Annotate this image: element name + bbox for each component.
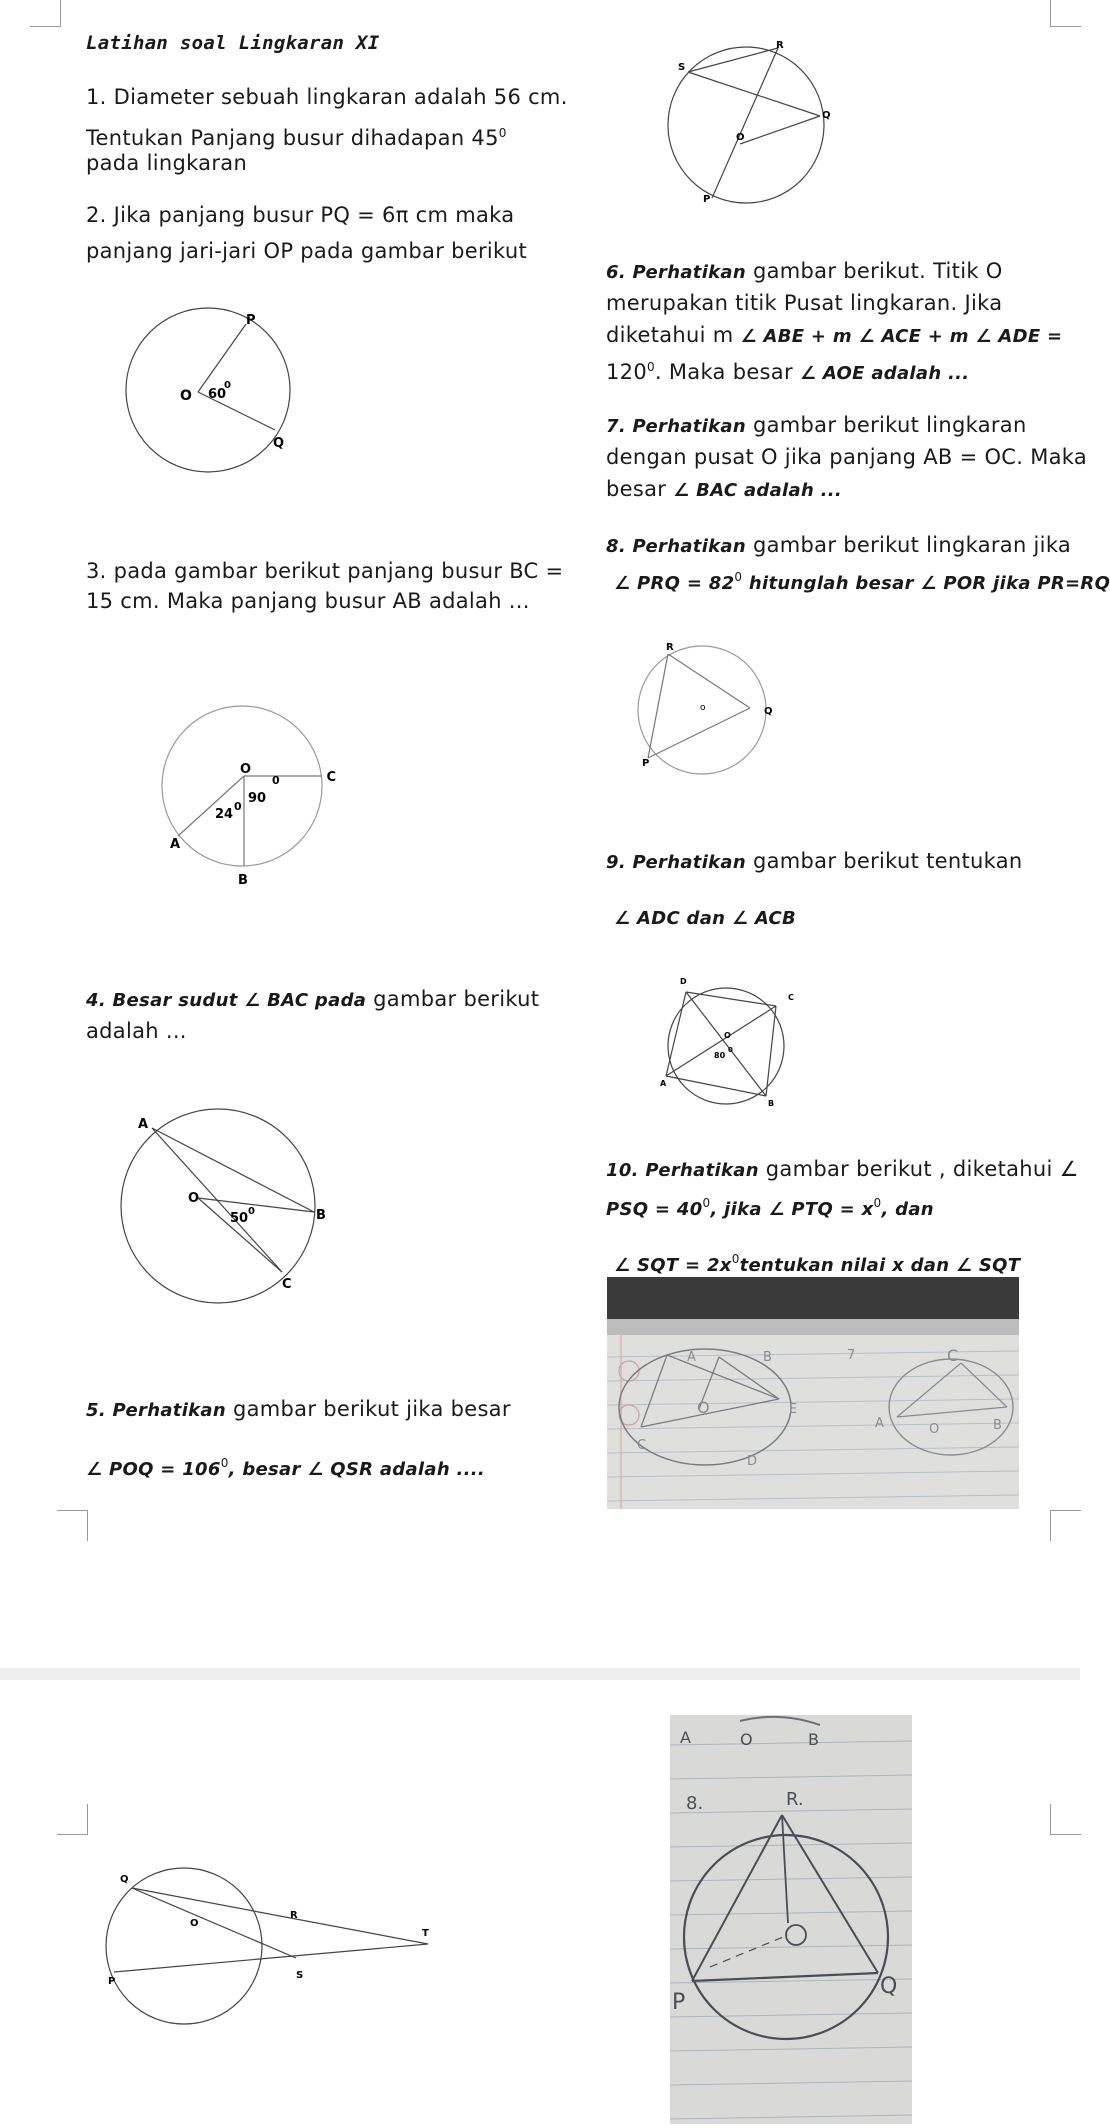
document-page-2 xyxy=(0,1680,1080,2124)
label-d: D xyxy=(680,977,687,986)
label-a: A xyxy=(660,1079,667,1088)
label-r: R xyxy=(666,642,674,653)
label-t: T xyxy=(422,1928,429,1939)
photo-2-drawing xyxy=(670,1715,912,2124)
q1-line1: 1. Diameter sebuah lingkaran adalah 56 cm. xyxy=(86,85,568,109)
handwritten-photo-2 xyxy=(670,1715,912,2124)
q5-circle-figure xyxy=(104,1856,444,2036)
label-a: A xyxy=(170,837,181,852)
label-p: P xyxy=(246,313,256,328)
photo-label: B xyxy=(993,1418,1002,1433)
label-p: P xyxy=(108,1976,116,1987)
photo-label: E xyxy=(789,1402,798,1417)
label-o: O xyxy=(190,1918,199,1929)
photo-label: C xyxy=(947,1346,959,1365)
q3-circle-figure xyxy=(160,698,340,888)
crop-mark xyxy=(57,1510,88,1541)
crop-mark xyxy=(1050,1804,1081,1835)
photo-label: A xyxy=(680,1728,691,1747)
q1-line2: Tentukan Panjang busur dihadapan $45^0$ xyxy=(86,126,507,150)
angle-24: 24 xyxy=(215,807,234,822)
label-s: S xyxy=(296,1970,304,1981)
label-s: S xyxy=(678,62,686,73)
q5-line2: ∠ POQ = $106^0$, besar ∠ QSR adalah .... xyxy=(86,1456,486,1480)
label-o: O xyxy=(180,388,192,404)
q10-line1: 10. Perhatikan gambar berikut , diketahui ∠ xyxy=(606,1157,1079,1181)
label-c: C xyxy=(788,993,794,1002)
degree-label: 0 xyxy=(272,774,280,787)
label-p: P xyxy=(642,758,650,769)
q2-line2: panjang jari-jari OP pada gambar berikut xyxy=(86,239,528,263)
label-c: C xyxy=(282,1277,292,1292)
photo-label: Q xyxy=(880,1974,898,1999)
photo-label: A xyxy=(687,1350,696,1365)
label-q: Q xyxy=(764,706,773,717)
photo-label: 7 xyxy=(847,1348,856,1363)
label-q: Q xyxy=(822,110,831,121)
label-o: O xyxy=(188,1191,200,1206)
q4-circle-figure xyxy=(118,1106,326,1306)
angle-label: 60 xyxy=(208,387,227,402)
label-q: Q xyxy=(273,436,285,451)
q8-circle-figure xyxy=(636,642,786,778)
q4-line1: 4. Besar sudut ∠ BAC pada gambar berikut xyxy=(86,987,540,1011)
photo-label: C xyxy=(637,1438,647,1453)
angle-label: 80 xyxy=(714,1051,726,1060)
q8-line2: ∠ PRQ = $82^0$ hitunglah besar ∠ POR jika PR=RQ xyxy=(614,570,1110,594)
document-title: Latihan soal Lingkaran XI xyxy=(86,32,380,54)
q10-line3: ∠ SQT = $2x^0tentukan$ nilai x dan ∠ SQT xyxy=(614,1252,1021,1276)
q7-line1: 7. Perhatikan gambar berikut lingkaran xyxy=(606,413,1027,437)
crop-mark xyxy=(30,0,61,27)
label-o: O xyxy=(724,1031,731,1040)
photo-label: 8. xyxy=(686,1793,704,1814)
photo-label: R. xyxy=(786,1789,804,1810)
q9-line1: 9. Perhatikan gambar berikut tentukan xyxy=(606,849,1023,873)
label-o: O xyxy=(736,132,745,143)
photo-label: P xyxy=(672,1990,686,2015)
q3-line2: 15 cm. Maka panjang busur AB adalah ... xyxy=(86,589,530,613)
q5-line1: 5. Perhatikan gambar berikut jika besar xyxy=(86,1397,511,1421)
degree-label: 0 xyxy=(248,1206,255,1217)
crop-mark xyxy=(57,1804,88,1835)
q2-circle-figure xyxy=(118,300,298,480)
photo-label: B xyxy=(808,1730,819,1749)
degree-label: 0 xyxy=(224,380,231,391)
q9-line2: ∠ ADC dan ∠ ACB xyxy=(614,908,797,929)
label-o: O xyxy=(240,762,252,777)
page-separator xyxy=(0,1668,1080,1680)
q6-line1: 6. Perhatikan gambar berikut. Titik O xyxy=(606,259,1003,283)
crop-mark xyxy=(1050,1510,1081,1541)
degree-label: 0 xyxy=(234,800,242,813)
photo-label: A xyxy=(875,1416,884,1431)
q3-line1: 3. pada gambar berikut panjang busur BC = xyxy=(86,559,564,583)
photo-label: O xyxy=(697,1398,710,1417)
label-q: Q xyxy=(120,1874,129,1885)
q6-line2: merupakan titik Pusat lingkaran. Jika xyxy=(606,291,1003,315)
angle-90: 90 xyxy=(248,791,267,806)
degree-label: 0 xyxy=(728,1046,733,1054)
q8-line1: 8. Perhatikan gambar berikut lingkaran jika xyxy=(606,533,1072,557)
q4-line2: adalah ... xyxy=(86,1019,187,1043)
label-r: R xyxy=(290,1910,298,1921)
label-p: P xyxy=(703,194,711,205)
label-c: C xyxy=(326,770,336,785)
q6-line3: diketahui m ∠ ABE + m ∠ ACE + m ∠ ADE = xyxy=(606,323,1063,347)
top-circle-figure xyxy=(668,38,831,210)
crop-mark xyxy=(1050,0,1081,27)
q9-circle-figure xyxy=(656,972,796,1112)
q7-line3: besar ∠ BAC adalah ... xyxy=(606,477,843,501)
q6-line4: $120^0$. Maka besar ∠ AOE adalah ... xyxy=(606,360,970,384)
q10-line2: PSQ = $40^0$, jika ∠ PTQ = $x^0$, dan xyxy=(606,1196,934,1220)
photo-label: D xyxy=(747,1454,758,1469)
photo-label: O xyxy=(740,1730,753,1749)
q1-line3: pada lingkaran xyxy=(86,151,248,175)
q7-line2: dengan pusat O jika panjang AB = OC. Maka xyxy=(606,445,1088,469)
handwritten-photo-1 xyxy=(607,1277,1019,1509)
label-a: A xyxy=(138,1117,149,1132)
photo-label: B xyxy=(763,1350,772,1365)
label-b: B xyxy=(238,873,248,888)
label-b: B xyxy=(768,1099,775,1108)
label-r: R xyxy=(776,40,784,51)
q2-line1: 2. Jika panjang busur PQ = 6π cm maka xyxy=(86,203,515,227)
photo-1-drawing xyxy=(607,1277,1019,1509)
label-o: o xyxy=(700,703,706,713)
label-b: B xyxy=(316,1208,326,1223)
angle-label: 50 xyxy=(230,1211,249,1226)
photo-label: O xyxy=(929,1422,940,1437)
